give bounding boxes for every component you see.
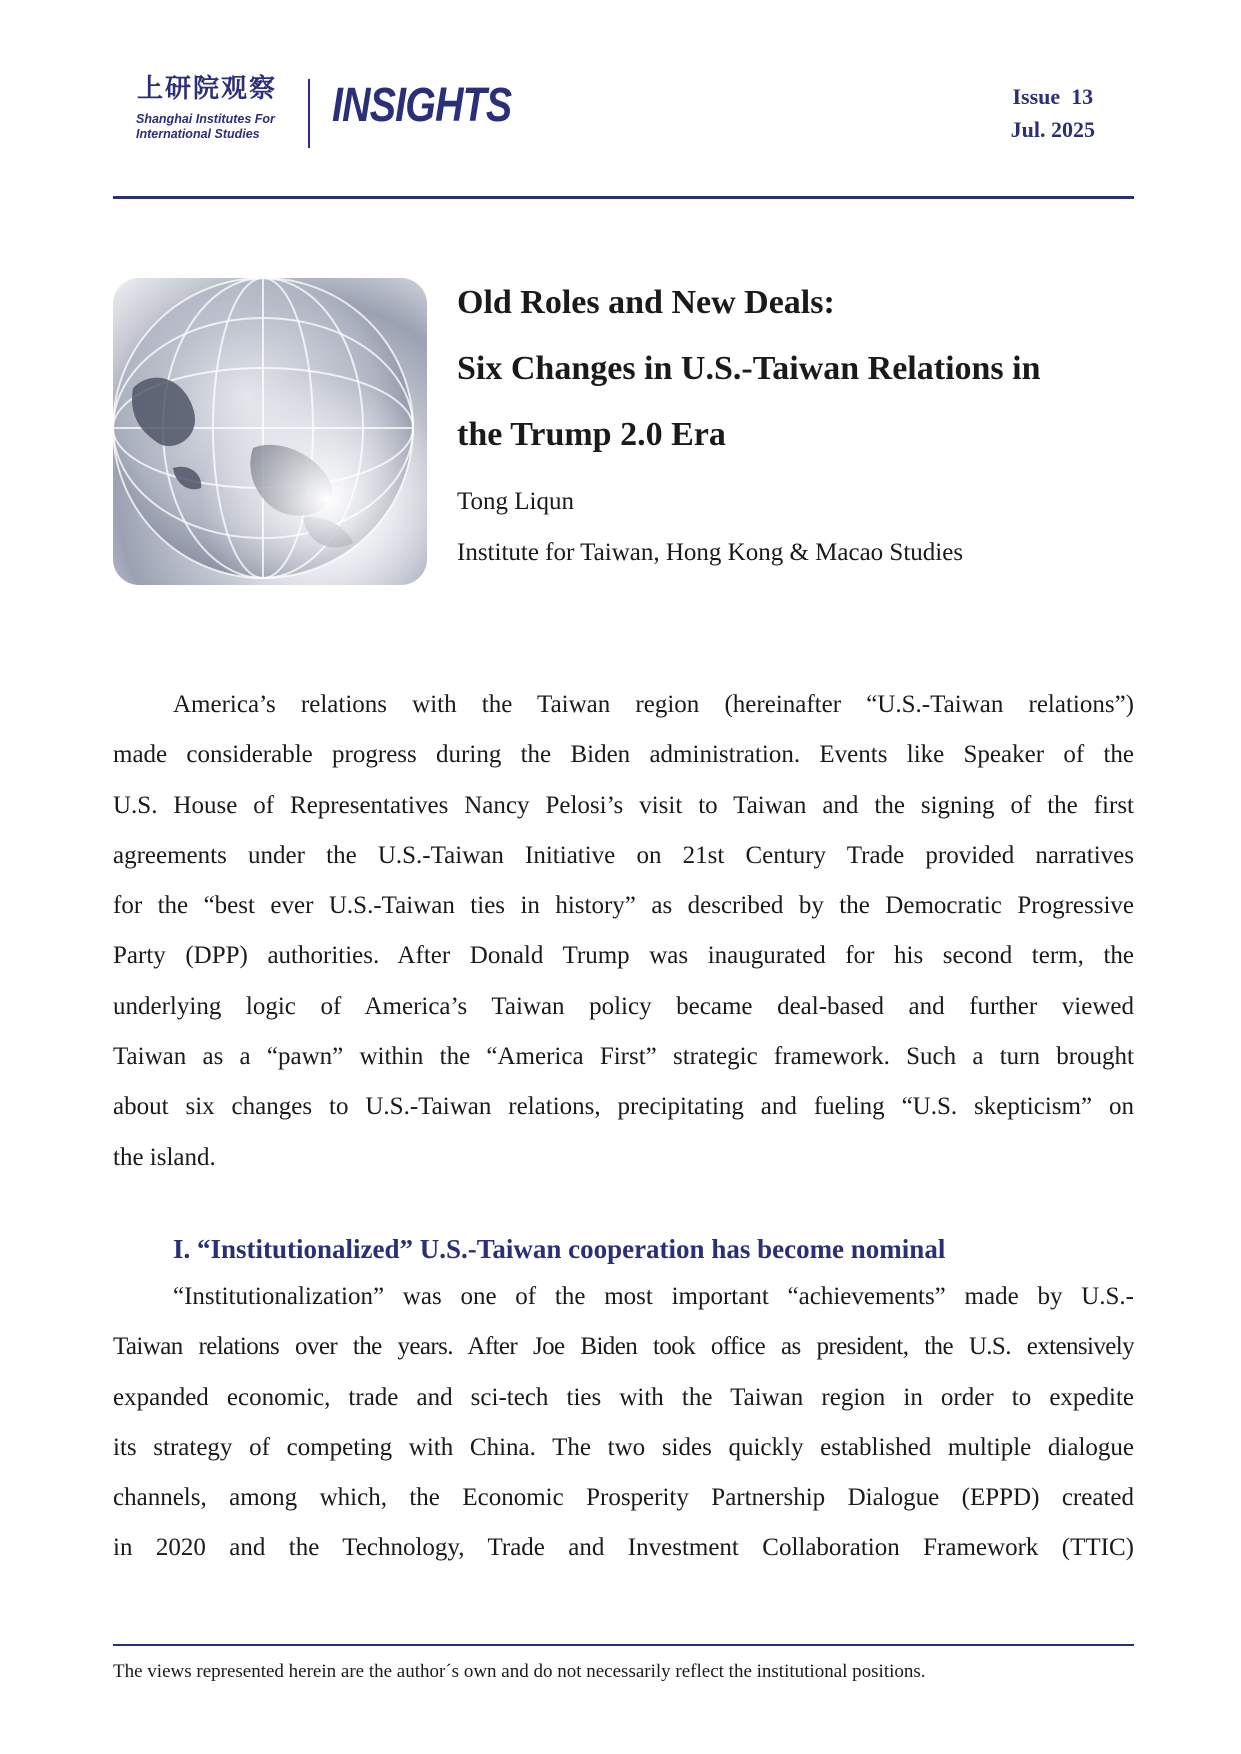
author-name: Tong Liqun — [457, 488, 574, 515]
text-line: Taiwan as a “pawn” within the “America First” strategic framework. Such a turn brought — [113, 1043, 1134, 1071]
article-title — [457, 270, 1157, 468]
issue-number: Issue 13 — [1012, 84, 1094, 109]
text-line: U.S. House of Representatives Nancy Pelosi’s visit to Taiwan and the signing of the first — [113, 791, 1134, 819]
text-line: America’s relations with the Taiwan region (hereinafter “U.S.-Taiwan relations”) — [173, 691, 1134, 718]
text-line: the island. — [113, 1143, 216, 1171]
text-line: Taiwan relations over the years. After Joe Biden took office as president, the U.S. extensively — [113, 1333, 1134, 1361]
text-line: agreements under the U.S.-Taiwan Initiative on 21st Century Trade provided narratives — [113, 841, 1134, 869]
intro-paragraph — [113, 680, 1134, 1183]
header-divider — [308, 79, 310, 148]
text-line: made considerable progress during the Biden administration. Events like Speaker of the — [113, 741, 1134, 769]
text-line: underlying logic of America’s Taiwan policy became deal-based and further viewed — [113, 992, 1134, 1020]
section-heading: I. “Institutionalized” U.S.-Taiwan cooperation has become nominal — [173, 1234, 946, 1264]
text-line: for the “best ever U.S.-Taiwan ties in history” as described by the Democratic Progressive — [113, 892, 1134, 920]
text-line: in 2020 and the Technology, Trade and Investment Collaboration Framework (TTIC) — [113, 1534, 1134, 1562]
text-line: its strategy of competing with China. The two sides quickly established multiple dialogue — [113, 1433, 1134, 1461]
issue-date: Jul. 2025 — [1010, 117, 1095, 142]
logo-chinese: 上研院观察 — [137, 74, 278, 104]
text-line: Party (DPP) authorities. After Donald Trump was inaugurated for his second term, the — [113, 942, 1134, 970]
author-affiliation: Institute for Taiwan, Hong Kong & Macao Studies — [457, 539, 964, 566]
series-title: INSIGHTS — [332, 79, 512, 132]
text-line: channels, among which, the Economic Prosperity Partnership Dialogue (EPPD) created — [113, 1484, 1134, 1512]
header-rule — [113, 196, 1134, 199]
section-paragraph — [113, 1272, 1134, 1574]
disclaimer-footnote: The views represented herein are the author´s own and do not necessarily reflect the institutional positions. — [113, 1661, 926, 1682]
logo-english — [136, 112, 275, 142]
globe-illustration — [113, 278, 427, 585]
text-line: expanded economic, trade and sci-tech ties with the Taiwan region in order to expedite — [113, 1383, 1134, 1411]
logo-english-line-1: Shanghai Institutes For — [136, 112, 275, 126]
title-line: Old Roles and New Deals: — [457, 284, 835, 321]
issue-info — [1011, 80, 1095, 146]
footer-rule — [113, 1644, 1134, 1646]
title-line: Six Changes in U.S.-Taiwan Relations in — [457, 350, 1041, 387]
logo-english-line-2: International Studies — [136, 127, 260, 141]
text-line: “Institutionalization” was one of the most important “achievements” made by U.S.- — [173, 1283, 1134, 1310]
text-line: about six changes to U.S.-Taiwan relations, precipitating and fueling “U.S. skepticism” on — [113, 1093, 1134, 1121]
title-line: the Trump 2.0 Era — [457, 416, 726, 453]
